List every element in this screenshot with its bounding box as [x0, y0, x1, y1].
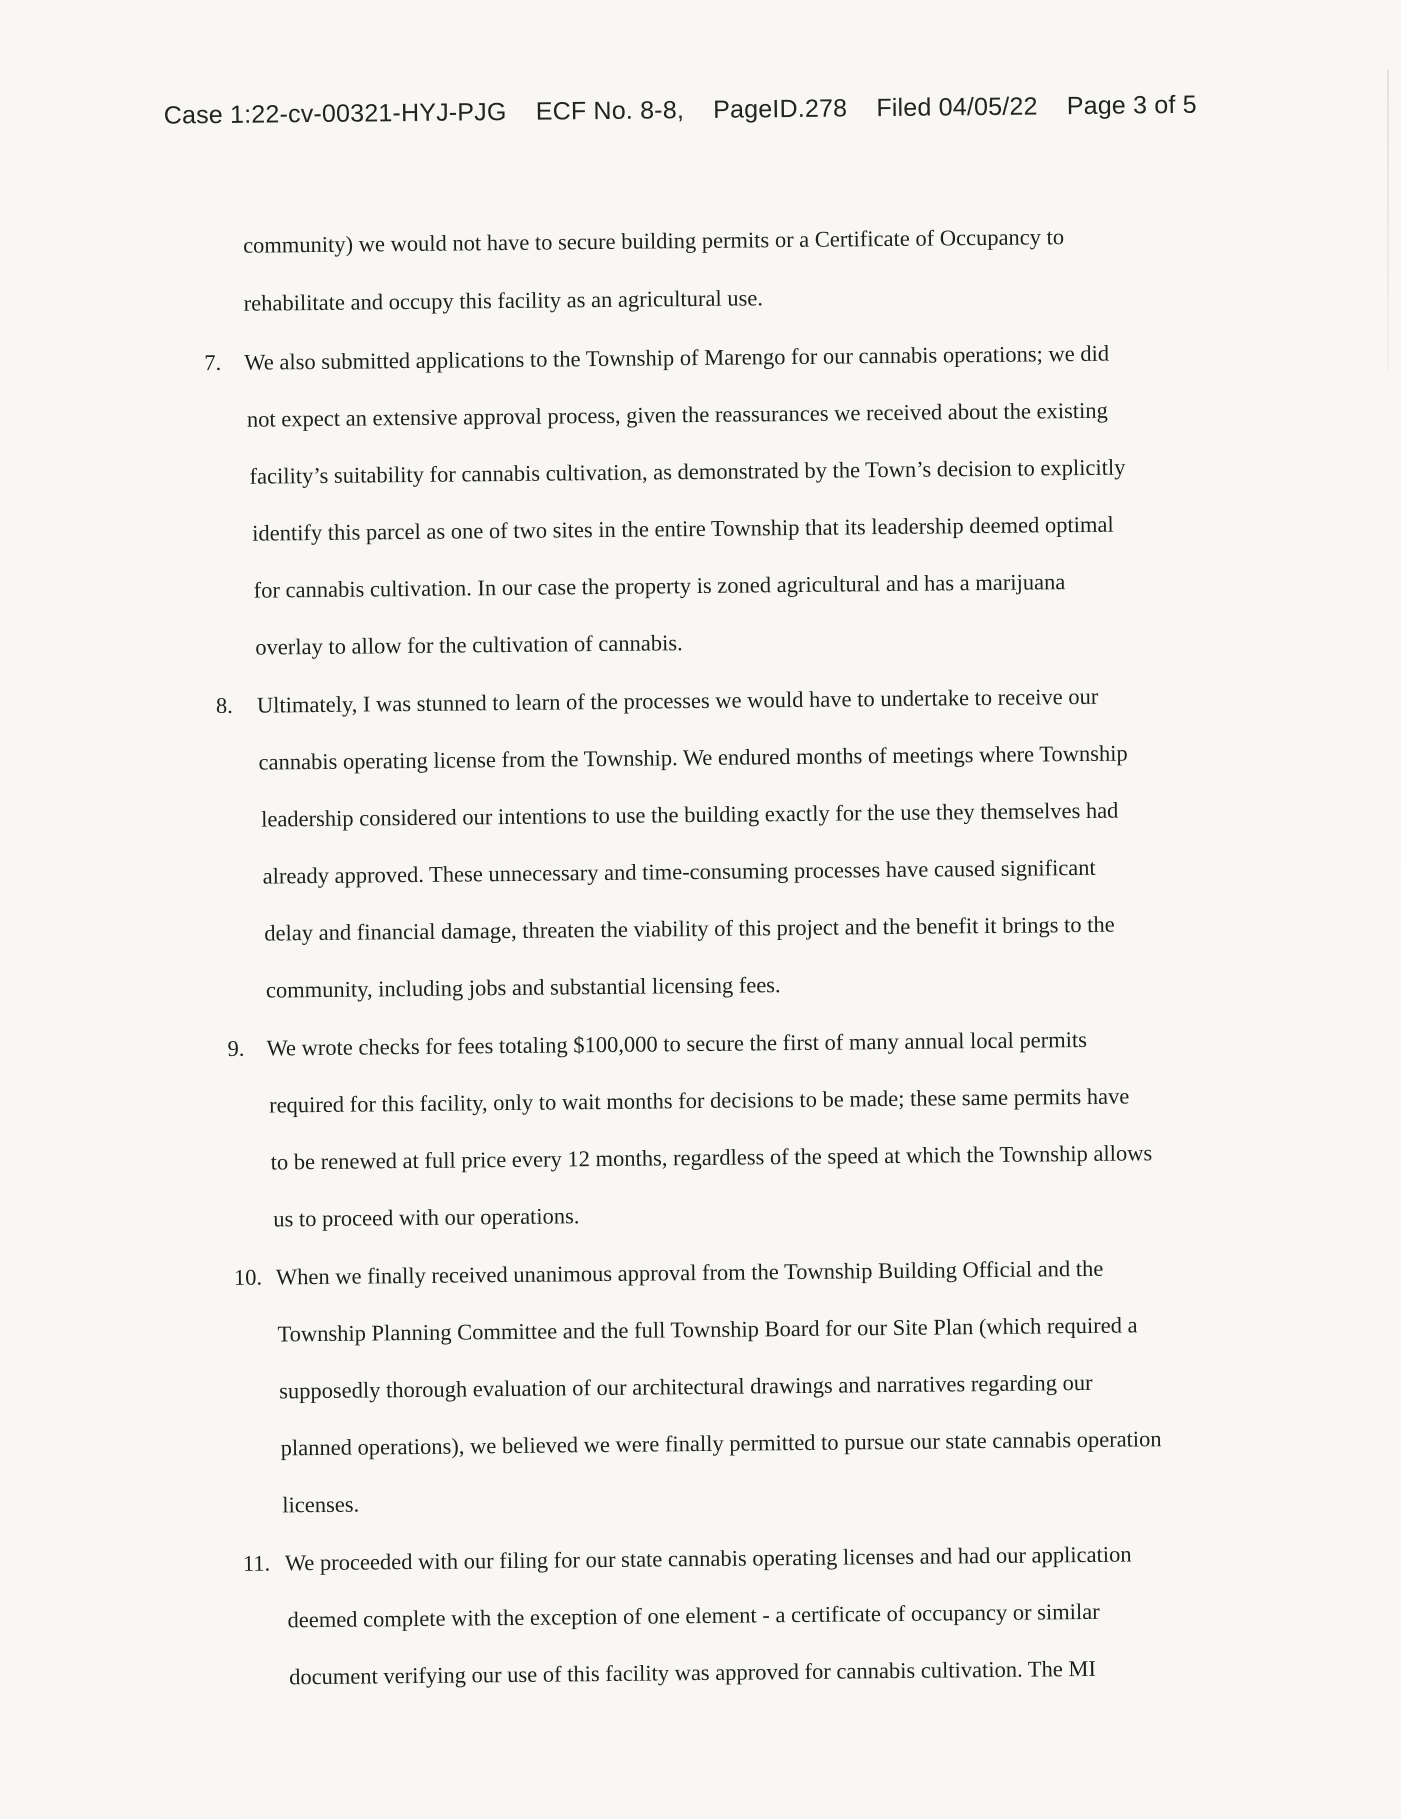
case-number: Case 1:22-cv-00321-HYJ-PJG: [163, 97, 507, 130]
paragraph-line: Ultimately, I was stunned to learn of the processes we would have to undertake to receive our: [256, 683, 1099, 718]
paragraph-line: supposedly thorough evaluation of our architectural drawings and narratives regarding our: [278, 1369, 1093, 1404]
paragraph-line: When we finally received unanimous approval from the Township Building Official and the: [275, 1255, 1104, 1290]
paragraph-line: We also submitted applications to the Township of Marengo for our cannabis operations; we did: [244, 340, 1110, 375]
paragraph-line: planned operations), we believed we were finally permitted to pursue our state cannabis operation: [280, 1426, 1162, 1461]
paragraph-number: 8.: [215, 692, 233, 719]
scan-edge-artifact: [1387, 70, 1389, 370]
paragraph-number: 11.: [242, 1550, 271, 1576]
ecf-header: [164, 91, 1197, 131]
paragraph-line: document verifying our use of this facility was approved for cannabis cultivation. The MI: [288, 1655, 1097, 1690]
paragraph-line: licenses.: [282, 1491, 360, 1518]
paragraph-line: cannabis operating license from the Township. We endured months of meetings where Township: [258, 740, 1128, 775]
paragraph-line: delay and financial damage, threaten the viability of this project and the benefit it brings to the: [264, 911, 1115, 946]
paragraph-line: deemed complete with the exception of one element - a certificate of occupancy or similar: [287, 1598, 1100, 1633]
intro-line: rehabilitate and occupy this facility as an agricultural use.: [243, 285, 764, 316]
paragraph-line: overlay to allow for the cultivation of cannabis.: [255, 630, 683, 660]
paragraph-line: facility’s suitability for cannabis cultivation, as demonstrated by the Town’s decision to explicitly: [249, 454, 1126, 489]
paragraph-line: required for this facility, only to wait months for decisions to be made; these same permits have: [268, 1083, 1130, 1118]
paragraph-number: 9.: [227, 1035, 245, 1061]
page-count: Page 3 of 5: [1066, 90, 1197, 121]
paragraph-line: to be renewed at full price every 12 months, regardless of the speed at which the Township allows: [270, 1140, 1153, 1175]
page-id: PageID.278: [713, 94, 848, 124]
paragraph-number: 7.: [204, 349, 222, 376]
paragraph-line: Township Planning Committee and the full Township Board for our Site Plan (which required a: [277, 1312, 1138, 1347]
paragraph-number: 10.: [233, 1264, 263, 1290]
paragraph-line: identify this parcel as one of two sites in the entire Township that its leadership deemed optimal: [252, 511, 1114, 546]
paragraph-line: community, including jobs and substantial licensing fees.: [265, 972, 781, 1003]
paragraph-line: We wrote checks for fees totaling $100,000 to secure the first of many annual local permits: [266, 1026, 1088, 1061]
ecf-number: ECF No. 8-8,: [535, 96, 685, 126]
paragraph-line: not expect an extensive approval process, given the reassurances we received about the existing: [246, 397, 1108, 432]
paragraph-line: for cannabis cultivation. In our case the property is zoned agricultural and has a marijuana: [253, 569, 1066, 603]
filed-date: Filed 04/05/22: [876, 92, 1038, 123]
paragraph-line: already approved. These unnecessary and time-consuming processes have caused significant: [262, 854, 1096, 889]
paragraph-line: leadership considered our intentions to use the building exactly for the use they themselves had: [260, 797, 1119, 832]
paragraph-line: We proceeded with our filing for our state cannabis operating licenses and had our application: [284, 1541, 1132, 1576]
intro-line: community) we would not have to secure building permits or a Certificate of Occupancy to: [242, 224, 1065, 258]
paragraph-line: us to proceed with our operations.: [273, 1203, 580, 1232]
